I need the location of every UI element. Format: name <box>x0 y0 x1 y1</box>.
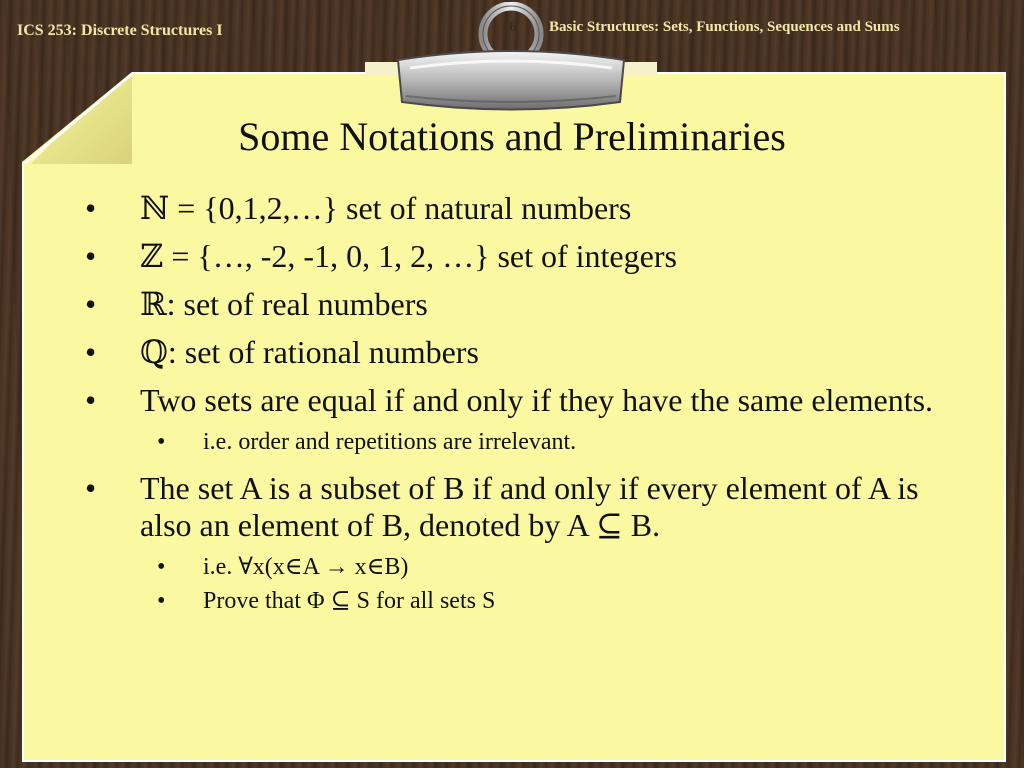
chapter-title: Basic Structures: Sets, Functions, Sequences and Sums <box>549 19 900 35</box>
course-title: ICS 253: Discrete Structures I <box>17 22 223 39</box>
sub-bullet-subset-formula: • i.e. ∀x(x∈A → x∈B) <box>140 550 965 584</box>
bullet-set-equality-text: Two sets are equal if and only if they have the same elements. <box>140 382 934 418</box>
bullet-real-numbers: • ℝ: set of real numbers <box>85 286 965 323</box>
sub-bullet-order-irrelevant: • i.e. order and repetitions are irrelevant. <box>140 425 965 459</box>
bullet-subset-definition <box>85 470 965 618</box>
bullet-integers: • ℤ = {…, -2, -1, 0, 1, 2, …} set of integers <box>85 238 965 275</box>
sub-bullet-empty-set-proof: • Prove that Φ ⊆ S for all sets S <box>140 584 965 618</box>
slide-title: Some Notations and Preliminaries <box>238 114 786 159</box>
slide-number: 6 <box>509 19 517 35</box>
sub-bullet-list <box>140 550 965 618</box>
sub-bullet-list <box>140 425 965 459</box>
bullet-rational-numbers: • ℚ: set of rational numbers <box>85 334 965 371</box>
bullet-list <box>85 190 965 629</box>
bullet-subset-definition-text: The set A is a subset of B if and only if every element of A is also an element of B, denoted by A ⊆ B. <box>140 470 919 543</box>
bullet-set-equality <box>85 382 965 459</box>
bullet-natural-numbers: • ℕ = {0,1,2,…} set of natural numbers <box>85 190 965 227</box>
